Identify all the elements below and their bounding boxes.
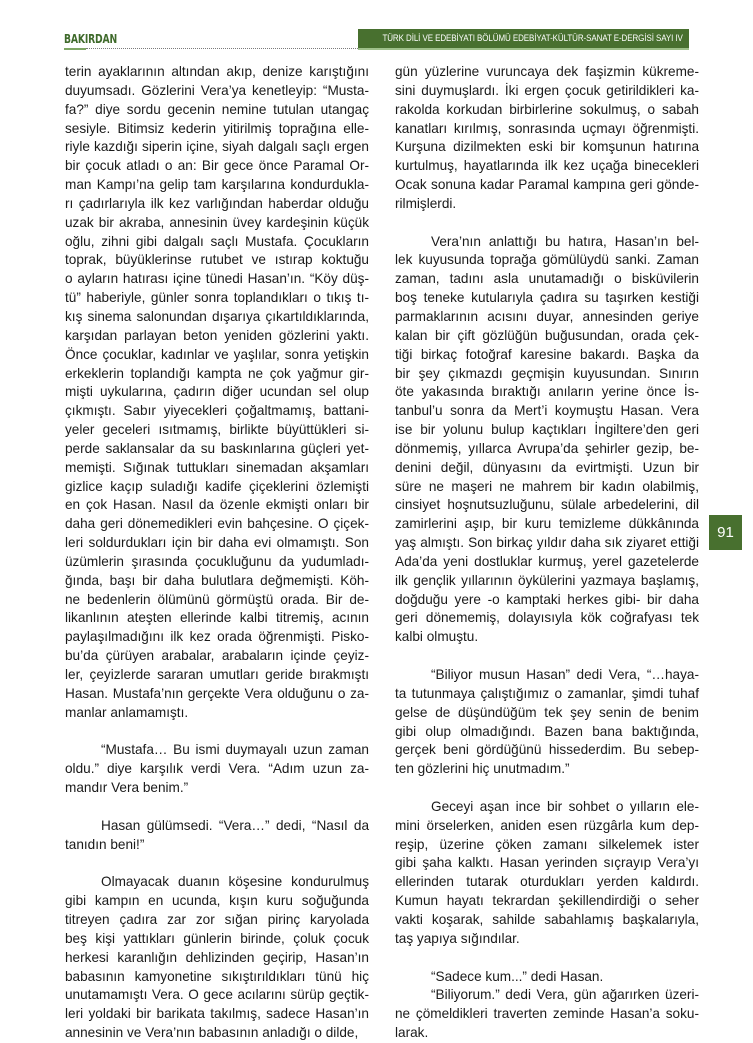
- text-line: Vera’nın anlattığı bu hatıra, Hasan’ın bel-: [431, 233, 699, 249]
- text-line: yeler geceleri ısıtmamış, birlikte büyüttükleri si-: [65, 422, 369, 438]
- paragraph: [395, 798, 699, 949]
- text-line: geri dönememiş, dolayısıyla kök coğrafyası tek: [395, 610, 699, 626]
- text-line: tü” haberiyle, günler sonra toplandıkları o tıkış tı-: [65, 290, 369, 306]
- text-line: “Mustafa… Bu ismi duymayalı uzun zaman: [101, 742, 369, 758]
- text-line: en çok Hasan. Nasıl da özenle ekmişti onları bir: [65, 497, 369, 513]
- text-line: kalan bir çift gözlüğün buğusundan, orada çek-: [395, 327, 699, 343]
- text-line: doğduğu yere -o kamptaki herkes gibi- bir daha: [395, 591, 699, 607]
- text-line: ğında, başı bir daha bulutlara değmemişti. Köh-: [65, 572, 369, 588]
- paragraph: [395, 63, 699, 214]
- text-line: likanlının ateşten ellerinde kalbi titremiş, acının: [65, 610, 369, 626]
- text-line: zaman, tadını asla unutamadığı o bisküvilerin: [395, 271, 699, 287]
- text-line: uzak bir akraba, annesinin üvey kardeşinin küçük: [65, 214, 369, 230]
- text-line: çıkmıştı. Sabır yiyecekleri çoğaltmamış, battani-: [65, 403, 369, 419]
- text-line: kış sinema salonundan dışarıya çıkartıldıklarında,: [65, 308, 369, 324]
- journal-title-banner: [358, 29, 689, 48]
- text-line: bir şey çıkmazdı geçmişin kuyusundan. Sınırın: [395, 365, 699, 381]
- paragraph: [65, 741, 369, 798]
- text-line: gizlice kaçıp suladığı kadife çiçeklerini özlemişti: [65, 478, 369, 494]
- text-line: sesiyle. Bitimsiz kederin yitirilmiş toprağına elle-: [65, 120, 369, 136]
- author-name: BAKIRDAN: [64, 31, 118, 46]
- text-line: gerçek beni gördüğünü hissederdim. Bu sebep-: [395, 742, 699, 758]
- text-line: ellerinden tutarak oturdukları yerden kaldırdı.: [395, 874, 699, 890]
- text-line: tiği birkaç fotoğraf karesine bakardı. Başka da: [395, 346, 699, 362]
- text-line: o ayların hatırası içine tünedi Hasan’ın. “Köy düş-: [65, 271, 369, 287]
- text-line: ler, çeyizlerde sararan umutları geride bırakmıştı: [65, 667, 369, 682]
- paragraph: [395, 968, 699, 987]
- text-line: Kurşuna dizilmekten eski bir komşunun hatırına: [395, 139, 699, 155]
- text-line: titreyen çadıra zar zor sığan pirinç karyolada: [65, 911, 369, 927]
- text-line: Önce çocuklar, kadınlar ve yaşlılar, sonra yetişkin: [65, 346, 369, 362]
- text-line: karşıdan parlayan beton yeniden gözlerini yaktı.: [65, 327, 369, 343]
- text-line: reşip, üzerine çöken zamanı silkelemek ister: [395, 836, 699, 852]
- text-line: Ocak sonuna kadar Paramal kampına geri gönde-: [395, 177, 699, 193]
- journal-underline: [358, 48, 689, 50]
- text-line: süre ne maşeri ne mahrem bir kadın olabilmiş,: [395, 478, 699, 494]
- text-line: tanıdın beni!”: [65, 836, 145, 852]
- author-underline: [64, 48, 86, 50]
- text-line: larak.: [395, 1025, 429, 1041]
- text-line: duyumsadı. Gözlerini Vera’ya kenetleyip: “Musta-: [65, 82, 369, 98]
- text-line: dönmemiş, yıllarca Avrupa’da şehirler gezip, be-: [395, 440, 699, 456]
- text-line: denini değil, dünyasını da evirtmişti. Uzun bir: [395, 459, 699, 475]
- text-line: Kumun hayatı tekrardan şekillendirdiği o seher: [395, 893, 699, 909]
- text-line: “Sadece kum...” dedi Hasan.: [431, 968, 604, 984]
- text-line: zamirlerini aşıp, bir kuru temizleme dükkânında: [395, 516, 699, 532]
- text-line: beş kişi yattıkları günlerin birinde, çoluk çocuk: [65, 930, 369, 946]
- text-line: Geceyi aşan ince bir sohbet o yılların ele-: [431, 798, 699, 814]
- text-line: Olmayacak duanın köşesine kondurulmuş: [101, 874, 369, 890]
- text-line: “Biliyor musun Hasan” dedi Vera, “…haya-: [431, 667, 699, 682]
- text-line: oğlu, zihni gibi dalgalı saçlı Mustafa. Çocukların: [65, 233, 369, 249]
- page-number-badge: 91: [709, 515, 742, 550]
- text-line: öte yakasında bıraktığı anıların yerine önce İs-: [395, 384, 699, 400]
- left-column: [65, 63, 369, 1043]
- text-line: perde saklansalar da su baskınlarına güçleri yet-: [65, 440, 369, 456]
- text-line: gibi şaha kalktı. Hasan yerinden sıçrayıp Vera’yı: [395, 855, 699, 871]
- text-line: vakti koşarak, sahilde sabahlamış başkalarıyla,: [395, 911, 699, 927]
- text-line: paylaşılmadığını ilk kez orada öğrenmişti. Pisko-: [65, 629, 369, 645]
- text-line: gibi kampın en ucunda, kışın kuru soğuğunda: [65, 893, 369, 909]
- text-line: Hasan gülümsedi. “Vera…” dedi, “Nasıl da: [101, 817, 369, 833]
- text-line: yaş almıştı. Son birkaç yıldır daha sık ziyaret ettiği: [395, 535, 699, 551]
- text-line: boş teneke kutularıyla çadıra su taşırken kestiği: [395, 290, 699, 306]
- text-line: oldu.” diye karşılık verdi Vera. “Adım uzun za-: [65, 761, 369, 777]
- text-line: daha geri dönemedikleri evin bahçesine. O çiçek-: [65, 516, 369, 532]
- text-line: gelse de düşündüğüm tek şey senin de benim: [395, 704, 699, 720]
- text-line: leri soldurdukları için bir daha evi olmamıştı. Son: [65, 535, 369, 551]
- text-line: rilmişlerdi.: [395, 195, 457, 211]
- text-line: tanbul’u sonra da Mert’i koymuştu Hasan. Vera: [395, 403, 699, 419]
- text-line: man Kampı’na gelip tam karşılarına kondurdukla-: [65, 177, 369, 193]
- text-line: Ada’da yeni dostluklar kurmuş, yerel gazetelerde: [395, 553, 699, 569]
- paragraph: [395, 233, 699, 648]
- text-line: kalbi olmuştu.: [395, 629, 479, 645]
- text-line: mandır Vera benim.”: [65, 780, 189, 796]
- text-line: Hasan. Mustafa’nın gerçekte Vera olduğunu o za-: [65, 685, 369, 701]
- text-line: parmaklarının acısını duyar, annesinden geriye: [395, 308, 699, 324]
- text-line: terin ayaklarının altından akıp, denize karıştığını: [65, 64, 369, 79]
- text-line: ta tutunmaya çalıştığımız o zamanlar, şimdi tuhaf: [395, 685, 699, 701]
- text-line: leri yoldaki bir barikata takılmış, sadece Hasan’ın: [65, 1006, 369, 1022]
- text-line: cinsiyet hoşnutsuzluğunu, sülale arbedelerini, dil: [395, 497, 699, 513]
- text-line: ne çömeldikleri traverten zeminde Hasan’a soku-: [395, 1006, 699, 1022]
- text-line: erkeklerin toplandığı kampta ne çok yağmur gir-: [65, 365, 369, 381]
- text-line: kurtulmuş, hayatlarında ilk kez uçağa binecekleri: [395, 158, 699, 174]
- text-line: fa?” diye sordu gecenin nemine tutulan utangaç: [65, 101, 369, 117]
- paragraph: [65, 817, 369, 855]
- text-line: sini duymuşlardı. İki ergen çocuk getirildikleri ka-: [395, 82, 699, 98]
- text-line: herkesi karanlığın dehlizinden geçirip, Hasan’ın: [65, 949, 369, 965]
- text-line: mini örselerken, aniden esen rüzgârla kum dep-: [395, 817, 699, 833]
- paragraph: [65, 63, 369, 723]
- text-line: gün yüzlerine vuruncaya dek faşizmin kükreme-: [395, 64, 699, 79]
- text-line: unutamamıştı Vera. O gece acılarını sürüp geçtik-: [65, 987, 369, 1003]
- text-line: bir çocuk atladı o an: Bir gece önce Paramal Or-: [65, 158, 369, 174]
- text-line: rı çadırlarıyla ilk kez varlığından haberdar olduğu: [65, 195, 369, 211]
- text-line: ten gözlerini hiç unutmadım.”: [395, 761, 570, 777]
- text-line: ilk gençlik yıllarının öykülerini yazmaya başlamış,: [395, 572, 699, 588]
- text-line: riyle kazdığı siperin içine, siyah dalgalı saçlı ergen: [65, 139, 369, 155]
- text-line: mişti uykularına, çadırın diğer ucundan sel olup: [65, 384, 369, 400]
- text-line: “Biliyorum.” dedi Vera, gün ağarırken üzeri-: [431, 987, 699, 1003]
- text-line: gibi olup olmadığındı. Bazen bana baktığında,: [395, 723, 699, 739]
- paragraph: [395, 986, 699, 1043]
- text-line: babasının kamyonetine sıkıştırıldıkları tünü hiç: [65, 968, 369, 984]
- text-line: ne bedenlerin ölümünü görmüştü orada. Bir de-: [65, 591, 369, 607]
- journal-title: TÜRK DİLİ VE EDEBİYATI BÖLÜMÜ EDEBİYAT-KÜLTÜR-SANAT E-DERGİSİ SAYI IV: [382, 33, 683, 43]
- header-dotted-divider: [86, 48, 358, 49]
- text-line: ise bir yolunu bulup kaçtıkları İngiltere’den geri: [395, 422, 699, 438]
- right-column: [395, 63, 699, 1043]
- text-line: üzümlerin şırasında çocukluğunu da yudumladı-: [65, 553, 369, 569]
- text-line: rakolda korkudan birbirlerine sokulmuş, o sabah: [395, 101, 699, 117]
- text-line: taş yapıya sığındılar.: [395, 930, 520, 946]
- text-line: kanatları kırılmış, sonrasında uçmayı öğrenmişti.: [395, 120, 699, 136]
- text-line: manlar anlamamıştı.: [65, 704, 189, 720]
- text-line: memişti. Sığınak tuttukları sinemadan akşamları: [65, 459, 369, 475]
- text-line: lek kuyusunda toprağa gömülüydü sanki. Zaman: [395, 252, 699, 268]
- text-line: annesinin ve Vera’nın babasının anladığı o dilde,: [65, 1025, 359, 1041]
- paragraph: [395, 666, 699, 779]
- text-line: bu’da çürüyen arabalar, arabaların içinde çeyiz-: [65, 648, 369, 664]
- paragraph: [65, 873, 369, 1043]
- text-line: toprak, büyüklerinse rutubet ve ıstırap koktuğu: [65, 252, 369, 268]
